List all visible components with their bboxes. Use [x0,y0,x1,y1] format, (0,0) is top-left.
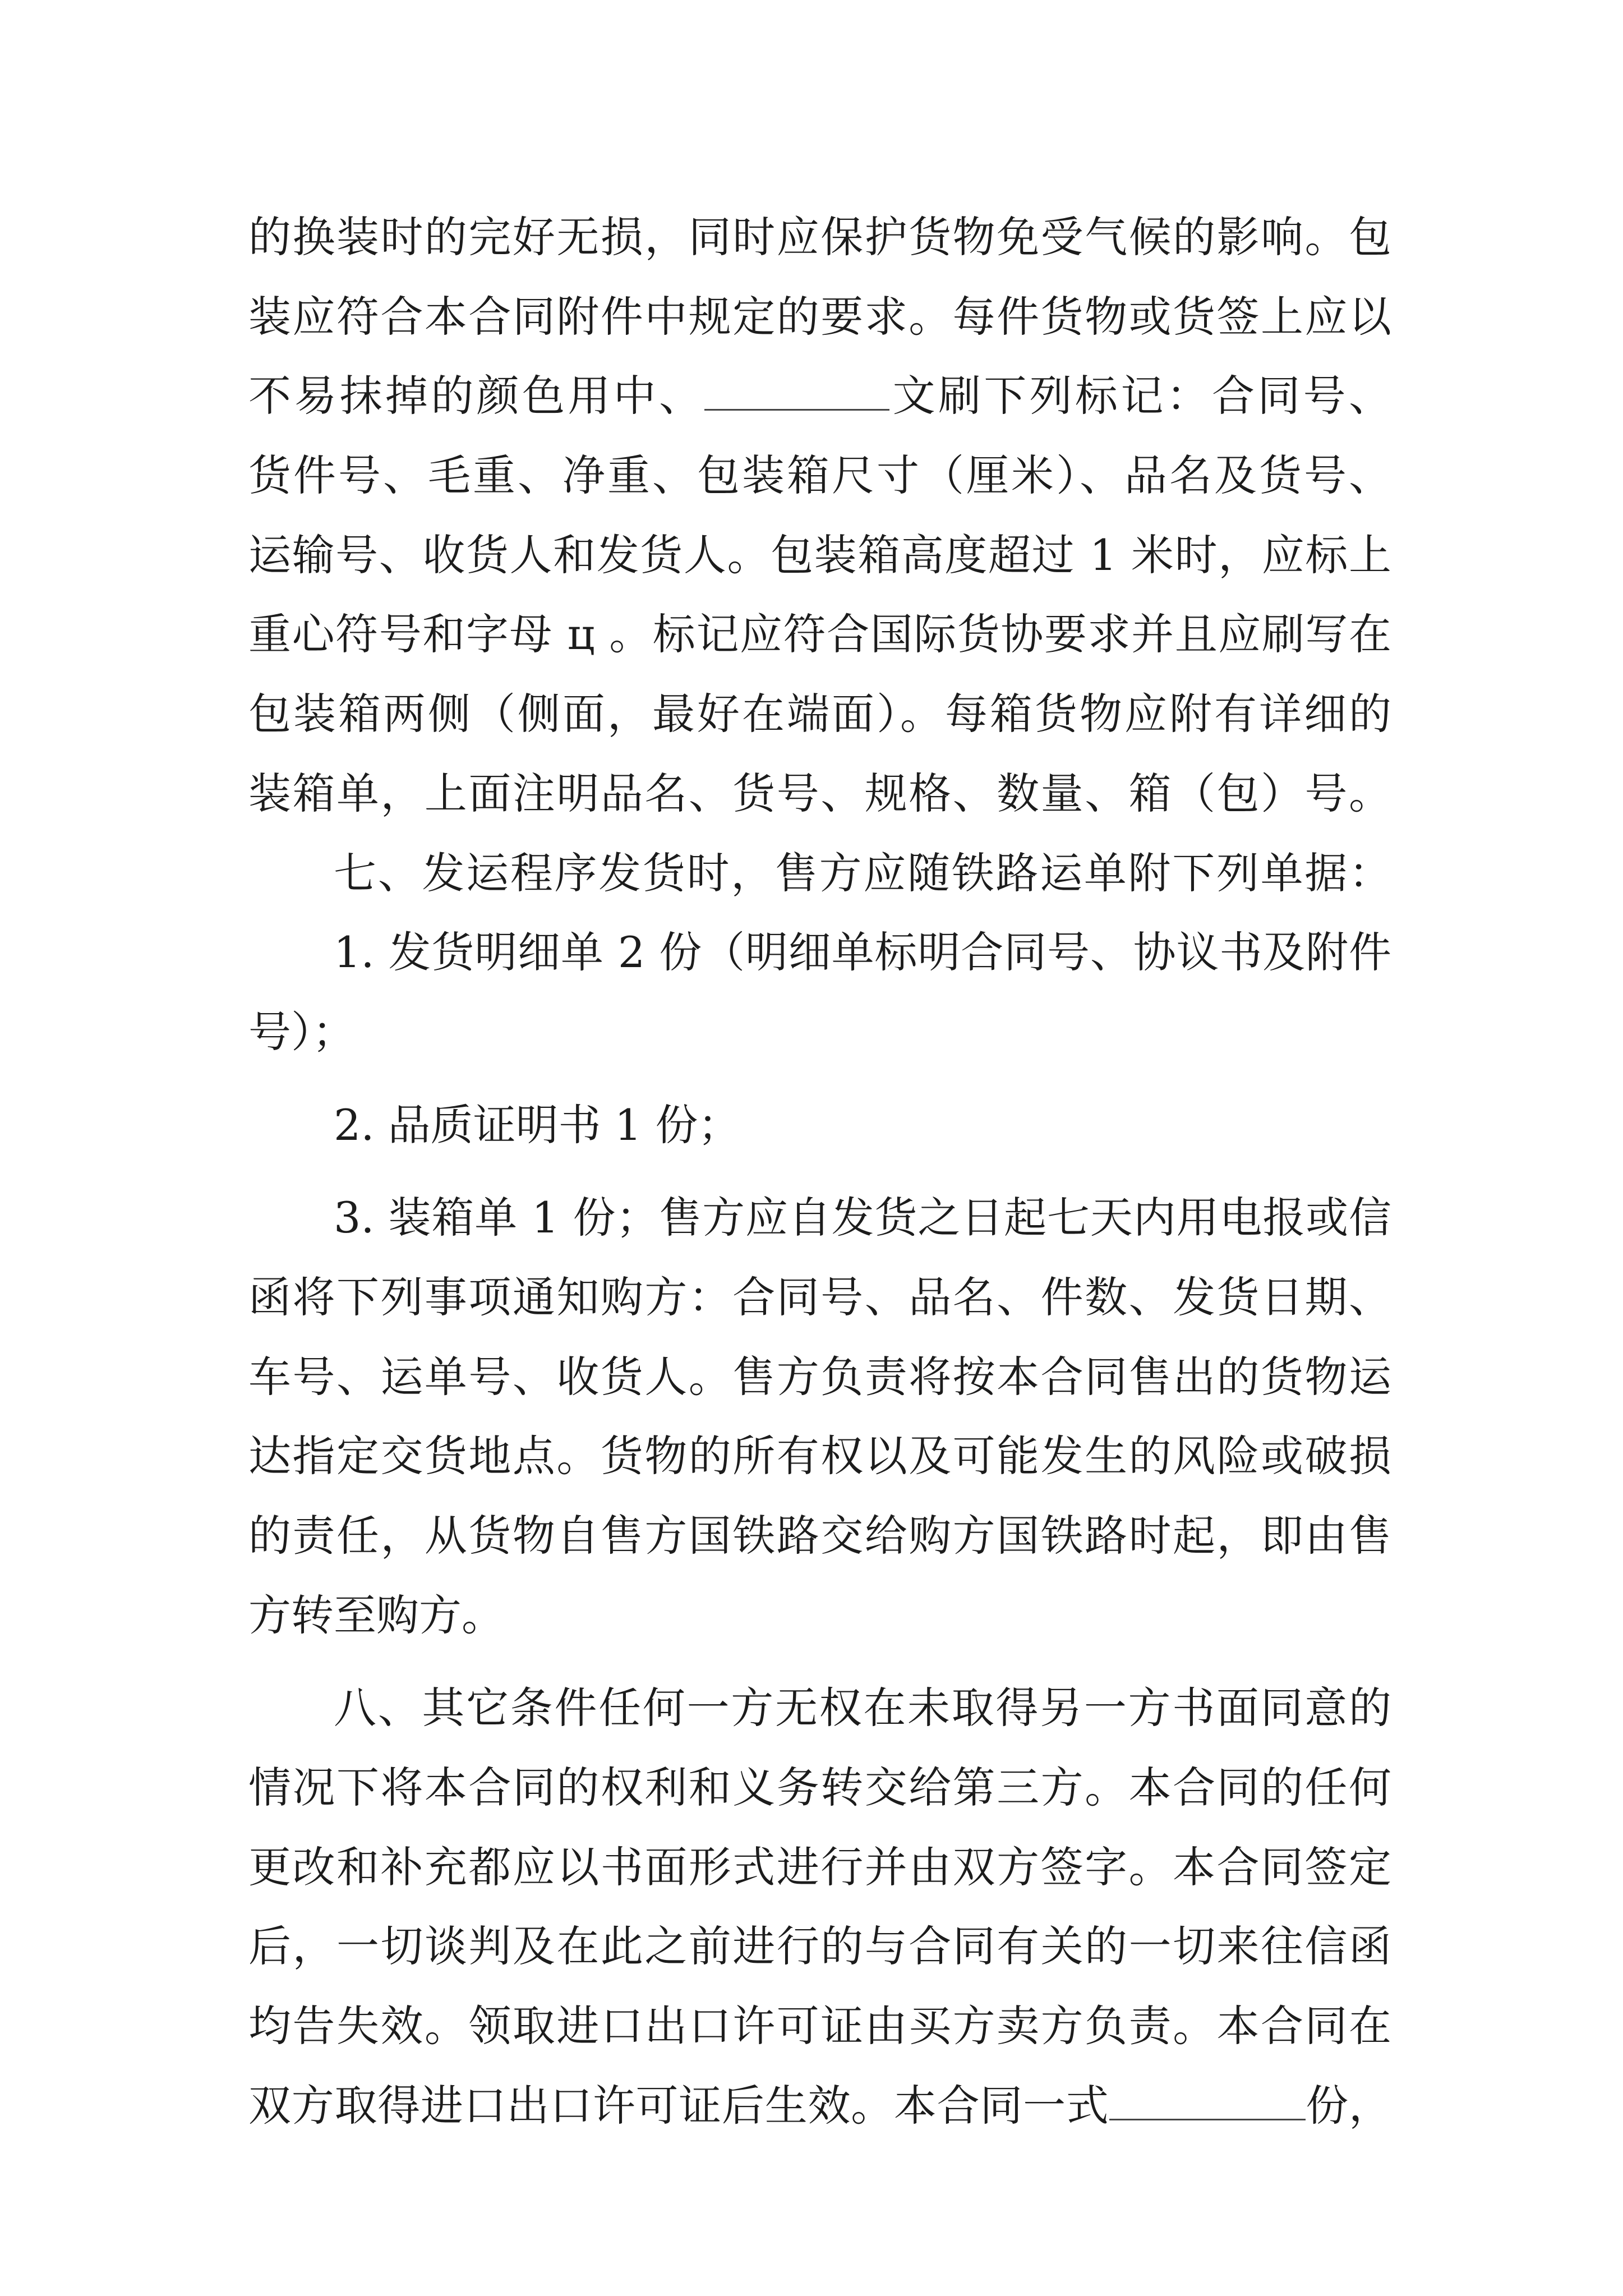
text-line: 号）； [248,1006,355,1057]
text-segment: 份， [1305,2080,1392,2131]
text-line: 装箱单，上面注明品名、货号、规格、数量、箱（包）号。 [248,768,1391,818]
contract-text [248,197,1391,2146]
fill-in-blank [1109,2079,1306,2120]
text-segment: 文刷下列标记：合同号、 [889,371,1392,421]
text-line: 的换装时的完好无损，同时应保护货物免受气候的影响。包 [248,212,1391,262]
text-line: 的责任，从货物自售方国铁路交给购方国铁路时起，即由售 [248,1511,1391,1561]
text-line [248,2066,1391,2146]
text-line: 函将下列事项通知购方：合同号、品名、件数、发货日期、 [248,1272,1391,1322]
text-line: 更改和补充都应以书面形式进行并由双方签字。本合同签定 [248,1842,1391,1892]
text-segment: 不易抹掉的颜色用中、 [248,371,705,421]
section-heading-line: 七、发运程序发货时，售方应随铁路运单附下列单据： [334,848,1391,898]
text-line: 包装箱两侧（侧面，最好在端面）。每箱货物应附有详细的 [248,689,1391,739]
section-heading-line: 八、其它条件任何一方无权在未取得另一方书面同意的 [334,1683,1391,1733]
text-line [248,356,1391,436]
text-segment: 双方取得进口出口许可证后生效。本合同一式 [248,2080,1109,2131]
text-line: 货件号、毛重、净重、包装箱尺寸（厘米）、品名及货号、 [248,450,1391,501]
text-line: 达指定交货地点。货物的所有权以及可能发生的风险或破损 [248,1431,1391,1481]
text-line: 方转至购方。 [248,1590,504,1640]
text-line: 装应符合本合同附件中规定的要求。每件货物或货签上应以 [248,291,1391,342]
list-item-line: 3. 装箱单 1 份；售方应自发货之日起七天内用电报或信 [334,1193,1391,1243]
text-line: 车号、运单号、收货人。售方负责将按本合同售出的货物运 [248,1351,1391,1402]
text-line: 均告失效。领取进口出口许可证由买方卖方负责。本合同在 [248,2001,1391,2051]
text-line: 情况下将本合同的权利和义务转交给第三方。本合同的任何 [248,1763,1391,1813]
text-line: 后，一切谈判及在此之前进行的与合同有关的一切来往信函 [248,1921,1391,1972]
text-line: 重心符号和字母 ц 。标记应符合国际货协要求并且应刷写在 [248,609,1391,660]
text-line: 运输号、收货人和发货人。包装箱高度超过 1 米时，应标上 [248,530,1391,580]
list-item-line: 2. 品质证明书 1 份； [334,1099,741,1150]
fill-in-blank [704,370,889,411]
list-item-line: 1. 发货明细单 2 份（明细单标明合同号、协议书及附件 [334,927,1391,978]
